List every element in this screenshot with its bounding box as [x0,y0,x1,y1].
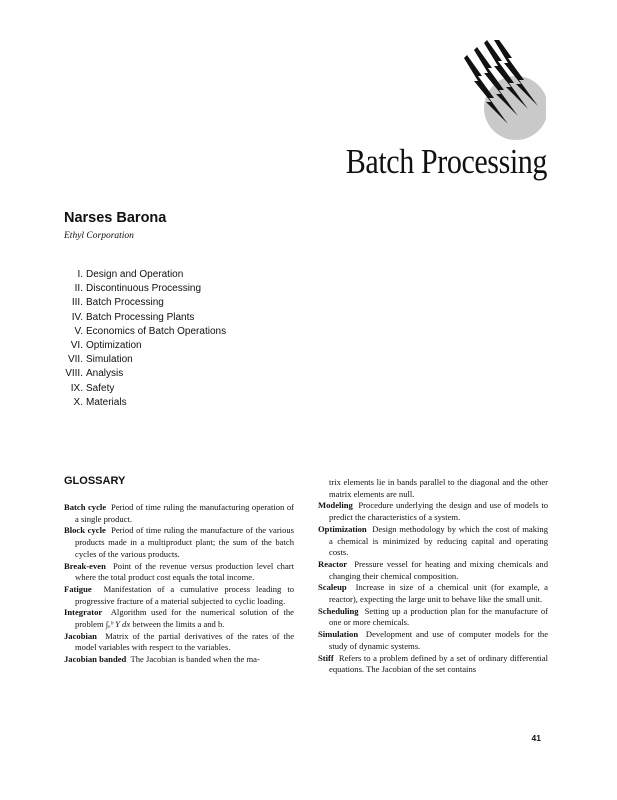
outline-item-number: VIII. [65,368,83,380]
glossary-term: Integrator [64,607,103,618]
outline-item-number: X. [73,396,83,408]
glossary-entry [318,629,548,652]
glossary-term: Break-even [64,560,106,571]
glossary-entry [318,524,548,559]
glossary-entry [318,559,548,582]
glossary-definition: Pressure vessel for heating and mixing chemicals and changing their chemical composition. [329,558,549,581]
glossary-definition: Period of time ruling the manufacturing operation of a single product. [75,502,294,524]
glossary-definition: Increase in size of a chemical unit (for example, a reactor), expecting the large unit to behave like the small unit. [329,582,548,605]
glossary-definition: Setting up a production plan for the manufacture of one or more chemicals. [329,605,548,628]
glossary-definition: Procedure underlying the design and use of models to predict the characteristics of a system. [329,500,549,523]
glossary-entry [64,654,294,666]
glossary-term: Scaleup [318,582,347,593]
glossary-entry [64,631,294,654]
glossary-definition: Algorithm used for the numerical solution of the problem [75,607,295,630]
outline-item [60,296,226,310]
outline-item-number: V. [74,325,83,337]
outline-item-number: I. [77,269,83,280]
lightning-bolts-emblem-icon [456,40,546,140]
article-outline [60,268,226,410]
outline-item-label: Analysis [86,368,124,380]
outline-item-label: Simulation [86,354,133,366]
author-affiliation: Ethyl Corporation [64,231,134,241]
outline-item [60,367,226,381]
outline-item-label: Safety [86,382,115,394]
glossary-term: Fatigue [64,583,92,594]
glossary-definition: between the limits a and b. [132,619,225,630]
glossary-entry [318,500,548,523]
outline-item [60,339,226,353]
outline-item-number: IV. [71,311,83,323]
glossary-term: Stiff [318,652,334,663]
outline-item-number: VII. [67,354,83,366]
outline-item [60,282,226,296]
outline-item [60,396,226,410]
glossary-term: Batch cycle [64,502,107,512]
glossary-continued-text: trix elements lie in bands parallel to the diagonal and the other matrix elements are null. [329,477,548,499]
outline-item-number: VI. [70,339,83,351]
outline-item-label: Discontinuous Processing [86,283,202,295]
outline-item-label: Optimization [86,339,142,351]
glossary-heading: GLOSSARY [64,475,126,487]
glossary-entry [318,606,548,629]
outline-item [60,311,226,325]
glossary-definition: The Jacobian is banded when the ma- [130,654,260,665]
glossary-term: Block cycle [64,525,106,536]
outline-item [60,325,226,339]
article-title: Batch Processing [345,142,547,181]
glossary-definition: Matrix of the partial derivatives of the rates of the model variables with respect to the variables. [75,630,295,653]
outline-item [60,268,226,282]
page-number: 41 [531,733,541,743]
glossary-entry [64,561,294,584]
author-name: Narses Barona [64,210,167,226]
outline-item-number: IX. [70,382,83,394]
glossary-definition: Design methodology by which the cost of making a chemical is minimized by reducing capital and operating costs. [329,523,548,558]
outline-item [60,382,226,396]
glossary-term: Jacobian [64,630,97,641]
glossary-term: Reactor [318,558,348,569]
glossary-entry [64,502,294,525]
glossary-definition: Manifestation of a cumulative process leading to progressive fracture of a material subjected to cyclic loading. [75,583,295,606]
glossary-definition: Period of time ruling the manufacture of the various products made in a multiproduct plant; the sum of the batch cycles of the various products. [75,525,295,559]
glossary-entry [64,584,294,607]
glossary-term: Modeling [318,500,353,511]
outline-item-label: Batch Processing Plants [86,311,195,323]
glossary-definition: Refers to a problem defined by a set of ordinary differential equations. The Jacobian of the set contains [329,652,548,675]
glossary-definition: Development and use of computer models for the study of dynamic systems. [329,629,549,651]
outline-item [60,353,226,367]
glossary-term: Optimization [318,523,367,534]
glossary-entry [64,525,294,560]
glossary-column-left [64,502,294,666]
glossary-entry [64,607,294,630]
integral-expression: ∫ₐᵇ Y dx [105,619,131,630]
glossary-term: Jacobian banded [64,654,127,665]
glossary-column-right [318,477,548,676]
glossary-term: Scheduling [318,605,359,616]
glossary-entry [318,653,548,676]
outline-item-label: Materials [86,396,127,408]
outline-item-label: Economics of Batch Operations [86,325,227,337]
outline-item-label: Batch Processing [86,297,164,309]
glossary-definition: Point of the revenue versus production level chart where the total product cost equals the total income. [75,560,295,583]
outline-item-number: III. [71,297,83,309]
outline-item-number: II. [74,283,83,295]
glossary-term: Simulation [318,629,359,640]
outline-item-label: Design and Operation [86,269,184,280]
glossary-entry [318,582,548,605]
